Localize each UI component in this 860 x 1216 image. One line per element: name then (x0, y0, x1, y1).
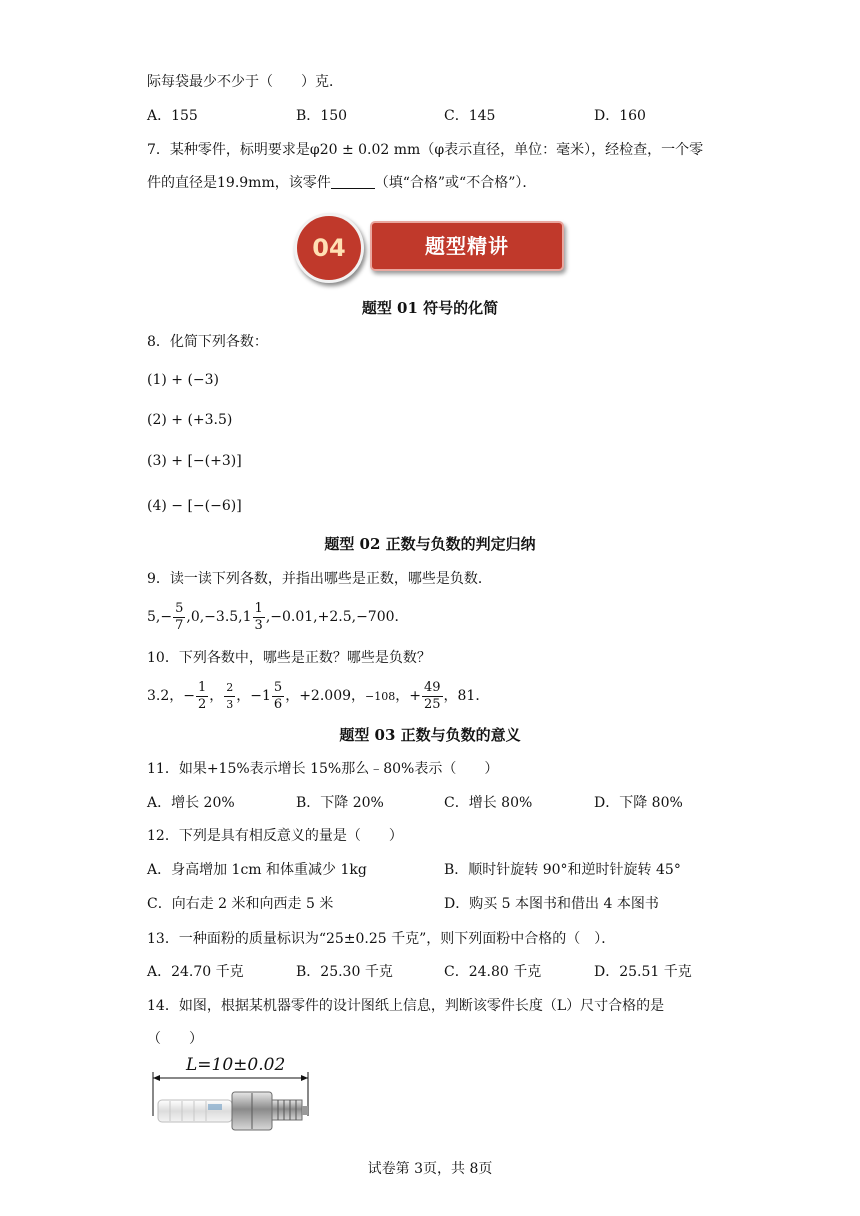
q12-option-a: A．身高增加 1cm 和体重减少 1kg (147, 862, 367, 878)
denominator: 3 (254, 617, 263, 633)
q13-stem: 13．一种面粉的质量标识为“25±0.25 千克”，则下列面粉中合格的（ ）． (147, 931, 616, 947)
q13-option-a: A．24.70 千克 (147, 964, 244, 980)
q14-stem-line1: 14．如图，根据某机器零件的设计图纸上信息，判断该零件长度（L）尺寸合格的是 (147, 998, 665, 1014)
section-title-02: 题型 02 正数与负数的判定归纳 (324, 535, 536, 553)
section-banner (294, 211, 566, 279)
denominator: 6 (273, 696, 283, 712)
q9-text-a: 5,− (147, 609, 173, 625)
q10-text-c: ，−1 (236, 688, 271, 704)
q6-option-b: B．150 (296, 108, 348, 124)
numerator: 5 (273, 679, 283, 695)
q8-item-1: (1) + (−3) (147, 372, 220, 388)
numerator: 2 (224, 680, 235, 697)
q10-fraction-4 (422, 680, 443, 713)
q6-option-d: D．160 (594, 108, 646, 124)
q9-fraction-1 (173, 601, 185, 634)
q6-option-c: C．145 (444, 108, 496, 124)
q8-stem: 8．化简下列各数： (147, 334, 268, 350)
numerator: 5 (175, 600, 184, 616)
q12-option-b: B．顺时针旋转 90°和逆时针旋转 45° (444, 862, 681, 878)
q11-option-a: A．增长 20% (147, 795, 235, 811)
q10-text-d: ，+2.009， (285, 688, 366, 704)
q13-option-c: C．24.80 千克 (444, 964, 542, 980)
q10-text-e: −108 (365, 690, 396, 703)
q7-line2-b: （填“合格”或“不合格”）． (374, 175, 537, 191)
figure-dimension-label: L=10±0.02 (186, 1055, 286, 1075)
q12-option-d: D．购买 5 本图书和借出 4 本图书 (444, 896, 659, 912)
q10-text-a: 3.2，− (147, 688, 195, 704)
numerator: 1 (254, 600, 263, 616)
q8-item-3: (3) + [−(+3)] (147, 453, 242, 469)
q10-stem: 10．下列各数中，哪些是正数？哪些是负数？ (147, 650, 431, 666)
spark-plug-drawing (148, 1054, 314, 1140)
denominator: 7 (175, 617, 184, 633)
section-title-03: 题型 03 正数与负数的意义 (339, 726, 521, 744)
q9-text-b: ,0,−3.5,1 (186, 609, 252, 625)
q13-option-b: B．25.30 千克 (296, 964, 393, 980)
q12-option-c: C．向右走 2 米和向西走 5 米 (147, 896, 334, 912)
q11-option-b: B．下降 20% (296, 795, 384, 811)
q6-option-a: A．155 (147, 108, 198, 124)
q10-number-list (147, 678, 489, 715)
banner-title: 题型精讲 (425, 234, 509, 258)
q13-option-d: D．25.51 千克 (594, 964, 692, 980)
q9-fraction-2 (253, 601, 265, 634)
q11-option-d: D．下降 80% (594, 795, 683, 811)
denominator: 2 (198, 696, 207, 712)
q11-option-c: C．增长 80% (444, 795, 533, 811)
q10-fraction-1 (196, 680, 208, 713)
q9-text-c: ,−0.01,+2.5,−700． (265, 609, 409, 625)
section-title-01: 题型 01 符号的化简 (361, 299, 499, 317)
q10-text-f: ，+ (395, 688, 421, 704)
spark-plug-figure (148, 1054, 314, 1140)
denominator: 3 (226, 697, 234, 711)
q7-line2 (147, 173, 536, 193)
q9-number-list (147, 600, 409, 634)
q7-line2-a: 件的直径是19.9mm，该零件 (147, 175, 331, 191)
banner-number: 04 (312, 234, 346, 262)
denominator: 25 (423, 696, 441, 712)
q10-fraction-3 (272, 680, 284, 713)
q10-text-g: ，81． (443, 688, 490, 704)
q10-fraction-2 (224, 680, 235, 713)
q6-continuation: 际每袋最少不少于（ ）克． (147, 74, 343, 90)
numerator: 1 (198, 679, 207, 695)
numerator: 49 (423, 679, 441, 695)
q8-item-2: (2) + (+3.5) (147, 412, 233, 428)
q11-stem: 11．如果+15%表示增长 15%那么﹣80%表示（ ） (147, 761, 499, 777)
q8-item-4: (4) − [−(−6)] (147, 498, 242, 514)
q9-stem: 9．读一读下列各数，并指出哪些是正数，哪些是负数． (147, 571, 492, 587)
q7-line1: 7．某种零件，标明要求是φ20 ± 0.02 mm（φ表示直径，单位：毫米），经检查，一个零 (147, 142, 704, 158)
page-footer: 试卷第 3页，共 8页 (367, 1161, 493, 1177)
q14-stem-line2: （ ） (147, 1031, 203, 1047)
q12-stem: 12．下列是具有相反意义的量是（ ） (147, 828, 403, 844)
answer-blank (331, 174, 375, 189)
q10-text-b: ， (209, 688, 224, 704)
